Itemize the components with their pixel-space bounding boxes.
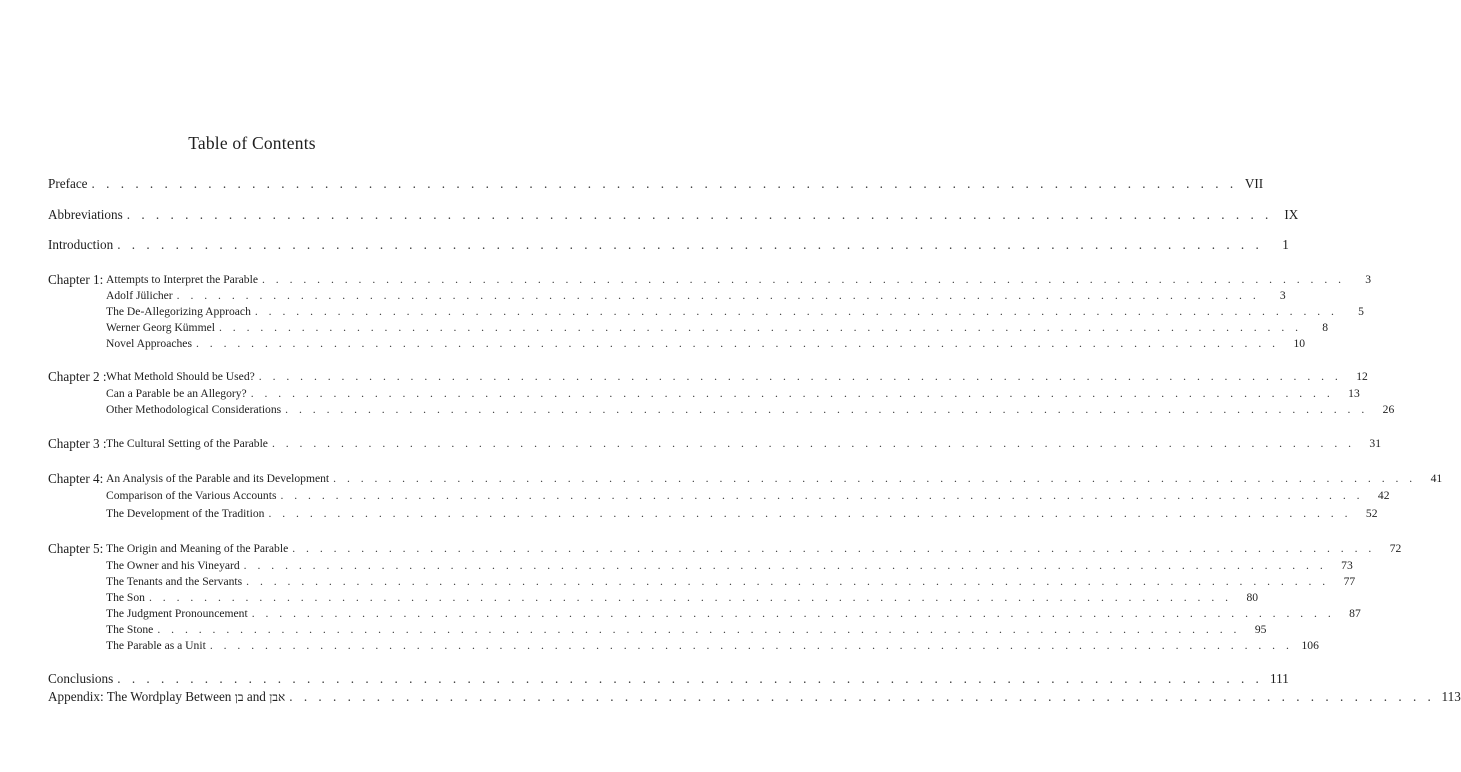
dot-leader: . . . . . . . . . . . . . . . . . . . . . . . . . . . . . . . . . . . . . . . . . . . . . . . . . . . . . . . . . . . . . . . . . . . . . . . . . . . . . . . <box>117 671 1263 686</box>
dot-leader: . . . . . . . . . . . . . . . . . . . . . . . . . . . . . . . . . . . . . . . . . . . . . . . . . . . . . . . . . . . . . . . . . . . . . . . . . . . . . . . <box>292 542 1376 555</box>
toc-entry-page: 73 <box>1341 559 1353 572</box>
toc-entry-appendix[interactable] <box>48 689 1461 705</box>
toc-entry-label: What Methold Should be Used? <box>106 370 255 383</box>
toc-entry-page: 80 <box>1246 591 1259 604</box>
toc-entry-page: 42 <box>1377 489 1390 502</box>
toc-entry-section[interactable] <box>106 403 1395 416</box>
dot-leader: . . . . . . . . . . . . . . . . . . . . . . . . . . . . . . . . . . . . . . . . . . . . . . . . . . . . . . . . . . . . . . . . . . . . . . . . . . . . . . . <box>176 289 1260 302</box>
toc-entry-chapter-3[interactable] <box>106 437 1382 450</box>
toc-entry-abbreviations[interactable] <box>48 207 1299 223</box>
dot-leader: . . . . . . . . . . . . . . . . . . . . . . . . . . . . . . . . . . . . . . . . . . . . . . . . . . . . . . . . . . . . . . . . . . . . . . . . . . . . . . . <box>117 237 1263 252</box>
toc-entry-chapter-4[interactable] <box>106 472 1443 485</box>
toc-entry-label: Attempts to Interpret the Parable <box>106 273 258 286</box>
dot-leader: . . . . . . . . . . . . . . . . . . . . . . . . . . . . . . . . . . . . . . . . . . . . . . . . . . . . . . . . . . . . . . . . . . . . . . . . . . . . . . . <box>250 387 1334 400</box>
toc-entry-chapter-1[interactable] <box>106 273 1372 286</box>
toc-entry-label: The De-Allegorizing Approach <box>106 305 251 318</box>
toc-entry-section[interactable] <box>106 321 1329 334</box>
dot-leader: . . . . . . . . . . . . . . . . . . . . . . . . . . . . . . . . . . . . . . . . . . . . . . . . . . . . . . . . . . . . . . . . . . . . . . . . . . . . . . . <box>258 370 1342 383</box>
toc-entry-label: Novel Approaches <box>106 337 192 350</box>
dot-leader: . . . . . . . . . . . . . . . . . . . . . . . . . . . . . . . . . . . . . . . . . . . . . . . . . . . . . . . . . . . . . . . . . . . . . . . . . . . . . . . <box>254 305 1338 318</box>
toc-entry-page: 95 <box>1254 623 1267 636</box>
toc-entry-page: VII <box>1244 176 1264 191</box>
toc-entry-section[interactable] <box>106 305 1364 318</box>
page-title: Table of Contents <box>188 133 316 153</box>
dot-leader: . . . . . . . . . . . . . . . . . . . . . . . . . . . . . . . . . . . . . . . . . . . . . . . . . . . . . . . . . . . . . . . . . . . . . . . . . . . . . . . <box>195 337 1280 350</box>
toc-entry-section[interactable] <box>106 387 1360 400</box>
toc-entry-page: 12 <box>1356 370 1368 383</box>
toc-entry-section[interactable] <box>106 337 1306 350</box>
toc-entry-label: Comparison of the Various Accounts <box>106 489 277 502</box>
toc-entry-section[interactable] <box>106 575 1356 588</box>
chapter-number: Chapter 4: <box>48 471 104 486</box>
toc-entry-label: Can a Parable be an Allegory? <box>106 387 247 400</box>
dot-leader: . . . . . . . . . . . . . . . . . . . . . . . . . . . . . . . . . . . . . . . . . . . . . . . . . . . . . . . . . . . . . . . . . . . . . . . . . . . . . . . <box>157 623 1241 636</box>
toc-entry-section[interactable] <box>106 591 1259 604</box>
toc-entry-page: 26 <box>1382 403 1395 416</box>
dot-leader: . . . . . . . . . . . . . . . . . . . . . . . . . . . . . . . . . . . . . . . . . . . . . . . . . . . . . . . . . . . . . . . . . . . . . . . . . . . . . . . <box>289 689 1435 704</box>
toc-entry-page: 41 <box>1430 472 1443 485</box>
toc-entry-page: 72 <box>1389 542 1402 555</box>
toc-entry-label: Conclusions <box>48 671 114 686</box>
toc-entry-conclusions[interactable] <box>48 671 1289 687</box>
toc-entry-page: 3 <box>1279 289 1286 302</box>
toc-entry-page: 10 <box>1293 337 1306 350</box>
toc-entry-section[interactable] <box>106 289 1286 302</box>
dot-leader: . . . . . . . . . . . . . . . . . . . . . . . . . . . . . . . . . . . . . . . . . . . . . . . . . . . . . . . . . . . . . . . . . . . . . . . . . . . . . . . <box>280 489 1364 502</box>
toc-entry-preface[interactable] <box>48 176 1264 192</box>
dot-leader: . . . . . . . . . . . . . . . . . . . . . . . . . . . . . . . . . . . . . . . . . . . . . . . . . . . . . . . . . . . . . . . . . . . . . . . . . . . . . . . <box>271 437 1356 450</box>
toc-entry-label: The Origin and Meaning of the Parable <box>106 542 289 555</box>
toc-entry-label: Preface <box>48 176 88 191</box>
toc-entry-label: Abbreviations <box>48 207 123 222</box>
toc-entry-page: IX <box>1284 207 1299 222</box>
appendix-label-prefix: Appendix: The Wordplay Between <box>48 689 232 704</box>
dot-leader: . . . . . . . . . . . . . . . . . . . . . . . . . . . . . . . . . . . . . . . . . . . . . . . . . . . . . . . . . . . . . . . . . . . . . . . . . . . . . . . <box>209 639 1293 652</box>
toc-entry-page: 1 <box>1282 237 1289 252</box>
dot-leader: . . . . . . . . . . . . . . . . . . . . . . . . . . . . . . . . . . . . . . . . . . . . . . . . . . . . . . . . . . . . . . . . . . . . . . . . . . . . . . . <box>251 607 1335 620</box>
dot-leader: . . . . . . . . . . . . . . . . . . . . . . . . . . . . . . . . . . . . . . . . . . . . . . . . . . . . . . . . . . . . . . . . . . . . . . . . . . . . . . . <box>243 559 1327 572</box>
toc-entry-section[interactable] <box>106 607 1361 620</box>
toc-entry-page: 52 <box>1365 507 1378 520</box>
toc-entry-section[interactable] <box>106 507 1378 520</box>
toc-entry-page: 13 <box>1348 387 1360 400</box>
toc-entry-label: Other Methodological Considerations <box>106 403 282 416</box>
dot-leader: . . . . . . . . . . . . . . . . . . . . . . . . . . . . . . . . . . . . . . . . . . . . . . . . . . . . . . . . . . . . . . . . . . . . . . . . . . . . . . . <box>333 472 1417 485</box>
toc-entry-chapter-5[interactable] <box>106 542 1402 555</box>
toc-entry-label: The Development of the Tradition <box>106 507 265 520</box>
toc-entry-label <box>48 689 285 705</box>
toc-entry-introduction[interactable] <box>48 237 1289 253</box>
chapter-number: Chapter 2 : <box>48 369 107 384</box>
toc-entry-label: The Parable as a Unit <box>106 639 206 652</box>
toc-entry-page: 111 <box>1270 671 1289 686</box>
toc-entry-section[interactable] <box>106 623 1267 636</box>
toc-entry-page: 8 <box>1322 321 1329 334</box>
chapter-number: Chapter 3 : <box>48 436 107 451</box>
toc-entry-page: 87 <box>1349 607 1361 620</box>
dot-leader: . . . . . . . . . . . . . . . . . . . . . . . . . . . . . . . . . . . . . . . . . . . . . . . . . . . . . . . . . . . . . . . . . . . . . . . . . . . . . . . <box>91 176 1238 191</box>
toc-entry-page: 3 <box>1365 273 1372 286</box>
hebrew-word-ben: בן <box>234 690 244 704</box>
appendix-conjunction: and <box>246 689 266 704</box>
toc-entry-label: Werner Georg Kümmel <box>106 321 215 334</box>
dot-leader: . . . . . . . . . . . . . . . . . . . . . . . . . . . . . . . . . . . . . . . . . . . . . . . . . . . . . . . . . . . . . . . . . . . . . . . . . . . . . . . <box>268 507 1352 520</box>
chapter-number: Chapter 1: <box>48 272 104 287</box>
dot-leader: . . . . . . . . . . . . . . . . . . . . . . . . . . . . . . . . . . . . . . . . . . . . . . . . . . . . . . . . . . . . . . . . . . . . . . . . . . . . . . . <box>261 273 1346 286</box>
hebrew-word-even: אבן <box>269 690 286 704</box>
toc-entry-section[interactable] <box>106 559 1353 572</box>
dot-leader: . . . . . . . . . . . . . . . . . . . . . . . . . . . . . . . . . . . . . . . . . . . . . . . . . . . . . . . . . . . . . . . . . . . . . . . . . . . . . . . <box>218 321 1303 334</box>
toc-entry-label: The Tenants and the Servants <box>106 575 243 588</box>
dot-leader: . . . . . . . . . . . . . . . . . . . . . . . . . . . . . . . . . . . . . . . . . . . . . . . . . . . . . . . . . . . . . . . . . . . . . . . . . . . . . . . <box>246 575 1330 588</box>
toc-entry-label: An Analysis of the Parable and its Development <box>106 472 330 485</box>
toc-entry-label: Adolf Jülicher <box>106 289 173 302</box>
dot-leader: . . . . . . . . . . . . . . . . . . . . . . . . . . . . . . . . . . . . . . . . . . . . . . . . . . . . . . . . . . . . . . . . . . . . . . . . . . . . . . . <box>126 207 1273 222</box>
toc-entry-label: The Son <box>106 591 145 604</box>
chapter-number: Chapter 5: <box>48 541 104 556</box>
toc-entry-section[interactable] <box>106 639 1319 652</box>
dot-leader: . . . . . . . . . . . . . . . . . . . . . . . . . . . . . . . . . . . . . . . . . . . . . . . . . . . . . . . . . . . . . . . . . . . . . . . . . . . . . . . <box>285 403 1369 416</box>
toc-entry-label: Introduction <box>48 237 114 252</box>
toc-entry-page: 5 <box>1358 305 1364 318</box>
toc-entry-label: The Stone <box>106 623 154 636</box>
toc-entry-label: The Owner and his Vineyard <box>106 559 240 572</box>
toc-entry-label: The Cultural Setting of the Parable <box>106 437 268 450</box>
toc-entry-page: 113 <box>1441 689 1461 704</box>
toc-entry-page: 106 <box>1301 639 1319 652</box>
toc-entry-section[interactable] <box>106 489 1390 502</box>
toc-entry-chapter-2[interactable] <box>106 370 1368 383</box>
toc-entry-page: 31 <box>1369 437 1382 450</box>
dot-leader: . . . . . . . . . . . . . . . . . . . . . . . . . . . . . . . . . . . . . . . . . . . . . . . . . . . . . . . . . . . . . . . . . . . . . . . . . . . . . . . <box>148 591 1233 604</box>
toc-entry-label: The Judgment Pronouncement <box>106 607 248 620</box>
toc-entry-page: 77 <box>1343 575 1356 588</box>
